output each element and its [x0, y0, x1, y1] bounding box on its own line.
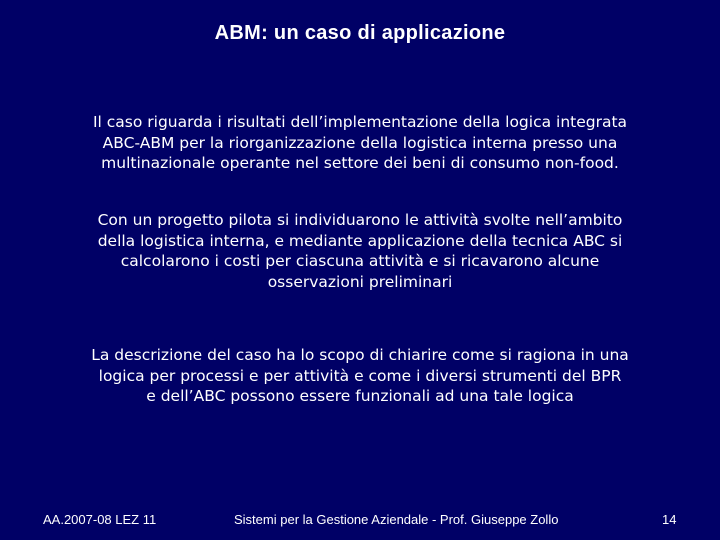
paragraph-line: osservazioni preliminari — [267, 272, 453, 291]
paragraph-line: Con un progetto pilota si individuarono le attività svolte nell’ambito — [97, 211, 623, 229]
paragraph-line: La descrizione del caso ha lo scopo di chiarire come si ragiona in una — [91, 346, 629, 364]
paragraph-line: e dell’ABC possono essere funzionali ad una tale logica — [146, 387, 574, 405]
paragraph-line: ABC-ABM per la riorganizzazione della logistica interna presso una — [102, 133, 618, 152]
paragraph-line: Il caso riguarda i risultati dell’implementazione della logica integrata — [92, 113, 628, 131]
paragraph-line: calcolarono i costi per ciascuna attività e si ricavarono alcune — [120, 252, 600, 270]
paragraph-line: logica per processi e per attività e come i diversi strumenti del BPR — [98, 366, 622, 385]
footer-course-title: Sistemi per la Gestione Aziendale - Prof. Giuseppe Zollo — [234, 512, 559, 527]
footer-page-number: 14 — [662, 512, 677, 527]
slide-title: ABM: un caso di applicazione — [214, 22, 506, 44]
footer-course-label: AA.2007-08 LEZ 11 — [43, 512, 157, 527]
paragraph-pilot-project — [30, 210, 690, 292]
paragraph-line: della logistica interna, e mediante applicazione della tecnica ABC si — [97, 231, 623, 250]
paragraph-case-purpose — [30, 345, 690, 407]
paragraph-line: multinazionale operante nel settore dei beni di consumo non-food. — [101, 154, 619, 172]
paragraph-case-overview — [30, 112, 690, 174]
